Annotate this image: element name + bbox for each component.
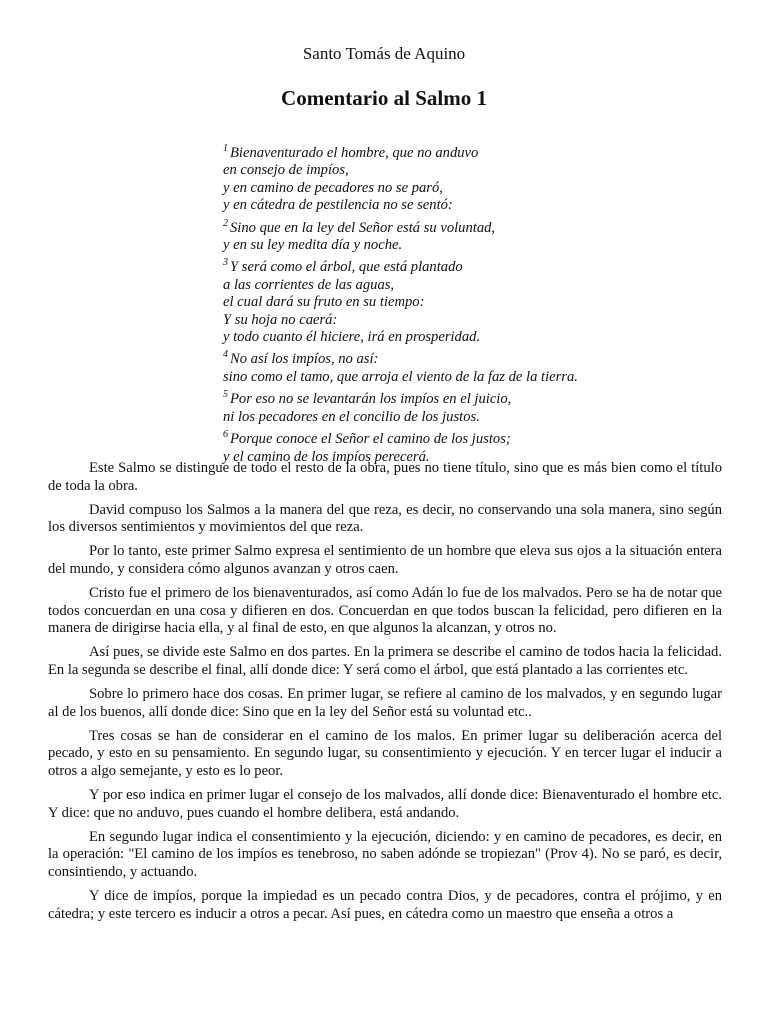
commentary-paragraph: Y dice de impíos, porque la impiedad es un pecado contra Dios, y de pecadores, contra el prójimo, y en cátedra; y este tercero es inducir a otros a pecar. Así pues, en cátedra como un maestro que enseña a otros a (48, 887, 722, 922)
verse-number: 1 (223, 143, 228, 154)
psalm-line (223, 277, 643, 294)
document-title: Comentario al Salmo 1 (281, 86, 487, 110)
psalm-line-text: Porque conoce el Señor el camino de los justos; (230, 431, 511, 448)
commentary-paragraph: David compuso los Salmos a la manera del que reza, es decir, no conservando una sola manera, sino según los diversos sentimientos y movimientos del que reza. (48, 501, 722, 536)
commentary-paragraph: Sobre lo primero hace dos cosas. En primer lugar, se refiere al camino de los malvados, y en segundo lugar al de los buenos, allí donde dice: Sino que en la ley del Señor está su voluntad etc.. (48, 686, 722, 720)
psalm-line (223, 180, 643, 197)
psalm-text (223, 140, 643, 466)
psalm-line-text: en consejo de impíos, (223, 162, 349, 179)
verse-number: 4 (223, 349, 228, 361)
psalm-line (223, 426, 643, 448)
psalm-line-text: y en cátedra de pestilencia no se sentó: (223, 197, 453, 214)
psalm-line-text: Bienaventurado el hombre, que no anduvo (230, 145, 479, 161)
psalm-line-text: Por eso no se levantarán los impíos en el juicio, (230, 391, 512, 408)
commentary-paragraph: Por lo tanto, este primer Salmo expresa el sentimiento de un hombre que eleva sus ojos a la situación entera del mundo, y considera cómo algunos avanzan y otros caen. (48, 543, 722, 577)
commentary-paragraph: Cristo fue el primero de los bienaventurados, así como Adán lo fue de los malvados. Pero se ha de notar que todos concuerdan en una cosa y difieren en dos. Concuerdan en que todos buscan la felicidad, pero difieren en la manera de dirigirse hacia ella, y al final de esto, en que algunos la alcanzan, y otros no. (48, 585, 722, 637)
psalm-line (223, 329, 643, 346)
verse-number: 3 (223, 257, 228, 269)
psalm-line (223, 294, 643, 311)
psalm-line (223, 197, 643, 214)
psalm-line-text: ni los pecadores en el concilio de los justos. (223, 408, 480, 425)
psalm-line-text: y el camino de los impíos perecerá. (223, 448, 430, 465)
commentary-paragraph: Este Salmo se distingue de todo el resto de la obra, pues no tiene título, sino que es más bien como el título de toda la obra. (48, 460, 722, 494)
psalm-line-text: a las corrientes de las aguas, (223, 276, 395, 293)
psalm-line (223, 140, 643, 162)
psalm-line (223, 254, 643, 276)
psalm-line (223, 237, 643, 254)
commentary-paragraph: En segundo lugar indica el consentimiento y la ejecución, diciendo: y en camino de pecadores, es decir, en la operación: "El camino de los impíos es tenebroso, no saben adónde se tropiezan" (Prov 4). No se paró, es decir, consintiendo, y actuando. (48, 828, 722, 880)
commentary-paragraph: Y por eso indica en primer lugar el consejo de los malvados, allí donde dice: Bienaventurado el hombre etc. Y dice: que no anduvo, pues cuando el hombre delibera, está andando. (48, 787, 722, 821)
psalm-line (223, 409, 643, 426)
verse-number: 6 (223, 429, 228, 441)
psalm-line (223, 386, 643, 408)
psalm-line-text: Y será como el árbol, que está plantado (230, 259, 463, 276)
psalm-line-text: sino como el tamo, que arroja el viento de la faz de la tierra. (223, 368, 578, 385)
psalm-line (223, 346, 643, 368)
psalm-line-text: No así los impíos, no así: (230, 351, 379, 368)
psalm-line-text: Y su hoja no caerá: (223, 311, 338, 328)
verse-number: 2 (223, 217, 228, 229)
psalm-line-text: y en camino de pecadores no se paró, (223, 179, 443, 196)
psalm-line (223, 215, 643, 237)
psalm-line-text: y todo cuanto él hiciere, irá en prosperidad. (223, 329, 481, 346)
commentary-paragraph: Tres cosas se han de considerar en el camino de los malos. En primer lugar su deliberación acerca del pecado, y esto en su pensamiento. En segundo lugar, su consentimiento y ejecución. Y en tercer lugar el inducir a otros a algo semejante, y esto es lo peor. (48, 727, 722, 779)
psalm-line-text: y en su ley medita día y noche. (223, 237, 403, 254)
author-heading: Santo Tomás de Aquino (302, 44, 466, 63)
commentary-paragraph: Así pues, se divide este Salmo en dos partes. En la primera se describe el camino de todos hacia la felicidad. En la segunda se describe el final, allí donde dice: Y será como el árbol, que está plantado a las corrientes etc. (48, 644, 722, 678)
commentary-body (48, 460, 722, 930)
psalm-line (223, 162, 643, 179)
psalm-line-text: el cual dará su fruto en su tiempo: (223, 294, 425, 311)
psalm-line-text: Sino que en la ley del Señor está su voluntad, (230, 219, 496, 236)
psalm-line (223, 312, 643, 329)
verse-number: 5 (223, 389, 228, 401)
psalm-line (223, 369, 643, 386)
